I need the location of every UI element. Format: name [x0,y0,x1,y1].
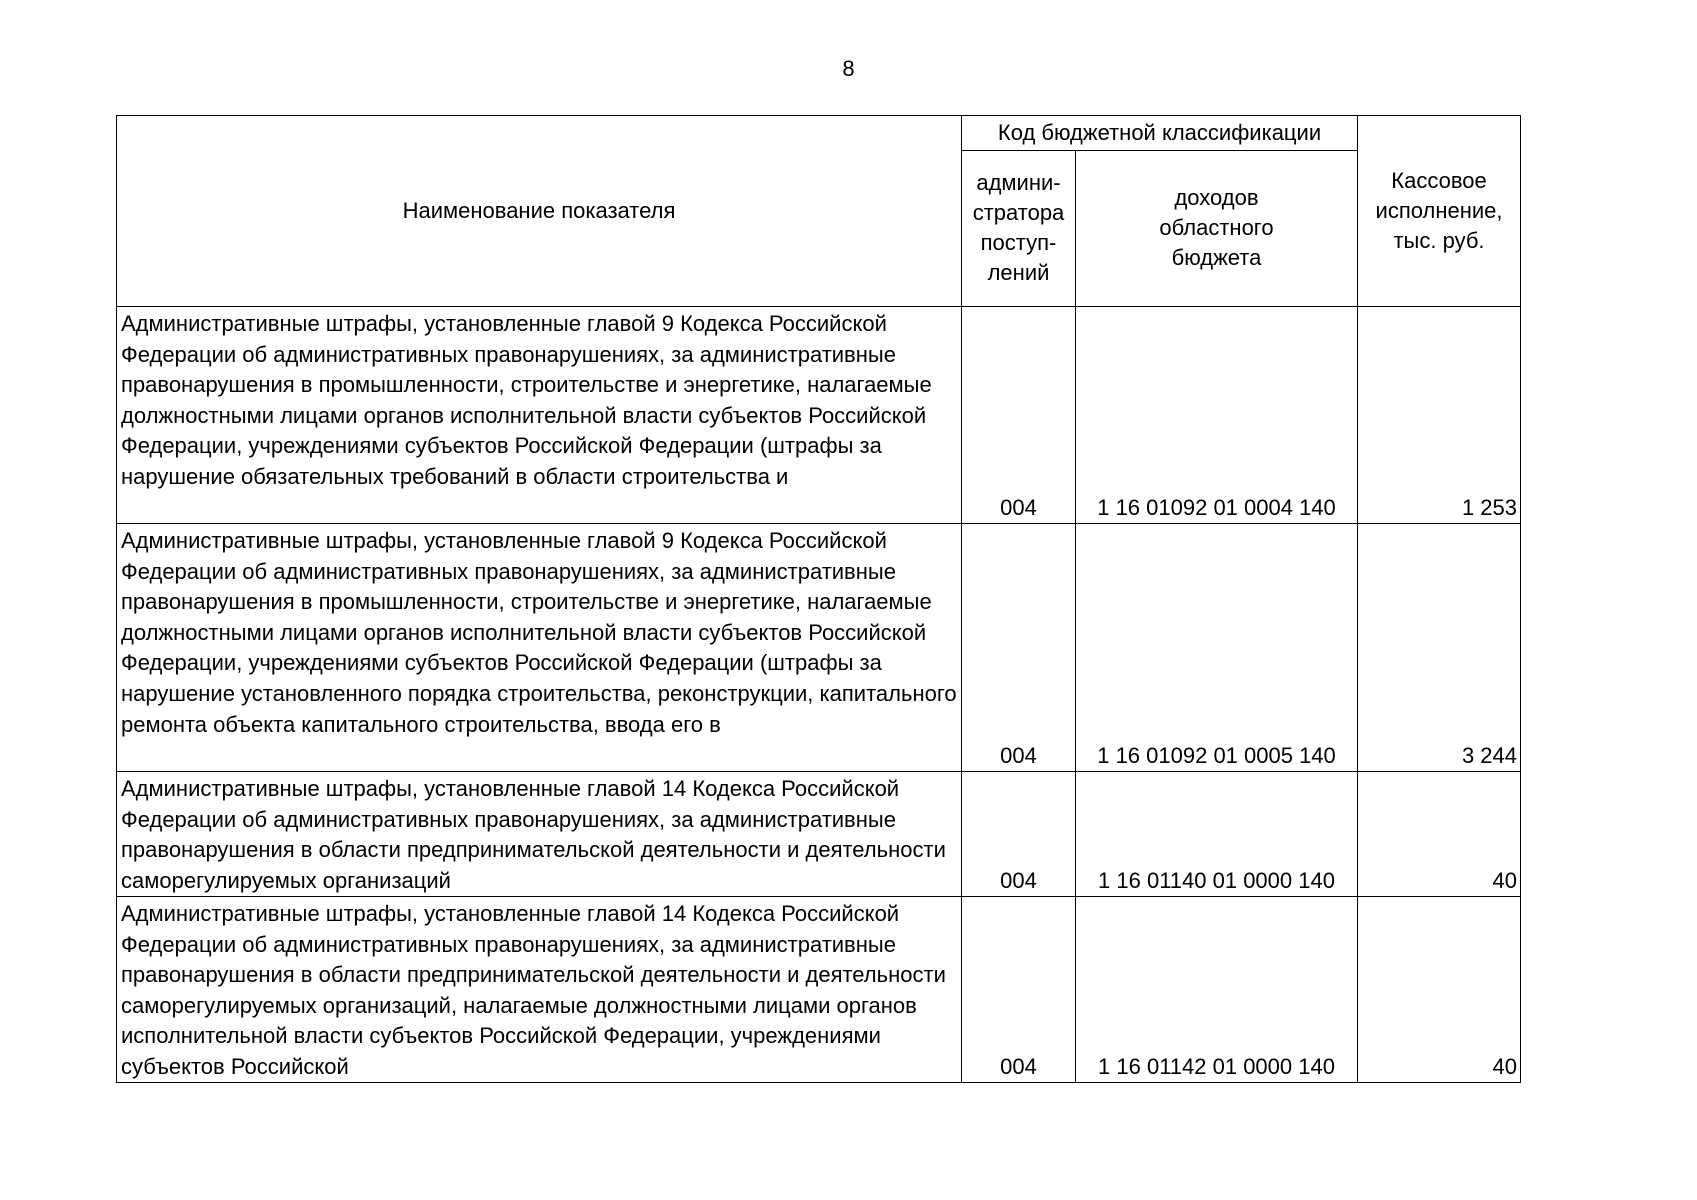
header-amount-label: Кассовое исполнение, тыс. руб. [1375,168,1503,253]
row-code: 1 16 01092 01 0005 140 [1076,524,1358,772]
row-amount: 40 [1358,897,1521,1083]
page-number: 8 [842,56,855,81]
header-name-label: Наименование показателя [402,198,676,223]
header-amount [1358,116,1521,307]
row-admin: 004 [962,897,1076,1083]
table-row [117,772,1521,897]
row-code: 1 16 01092 01 0004 140 [1076,307,1358,524]
header-admin-label: админи- стратора поступ- лений [972,170,1065,286]
row-name: Административные штрафы, установленные главой 14 Кодекса Российской Федерации об административных правонарушениях, за административные правонарушения в области предпринимательской деятельности и деятельности саморегулируемых организаций [121,776,946,893]
header-income [1076,150,1358,306]
row-admin: 004 [962,307,1076,524]
header-row [117,116,1521,151]
row-name-cell [117,897,962,1083]
header-admin [962,150,1076,306]
row-name: Административные штрафы, установленные главой 14 Кодекса Российской Федерации об административных правонарушениях, за административные правонарушения в области предпринимательской деятельности и деятельности саморегулируемых организаций, налагаемые должностными лицами органов исполнительной власти субъектов Российской Федерации, учреждениями субъектов Российской [121,901,946,1079]
row-name-cell [117,307,962,524]
header-code-group [962,116,1358,151]
table-row [117,524,1521,772]
row-code: 1 16 01142 01 0000 140 [1076,897,1358,1083]
header-code-group-label: Код бюджетной классификации [997,119,1322,145]
row-admin: 004 [962,524,1076,772]
row-name-cell [117,772,962,897]
row-name: Административные штрафы, установленные главой 9 Кодекса Российской Федерации об административных правонарушениях, за административные правонарушения в промышленности, строительстве и энергетике, налагаемые должностными лицами органов исполнительной власти субъектов Российской Федерации, учреждениями субъектов Российской Федерации (штрафы за нарушение установленного порядка строительства, реконструкции, капитального ремонта объекта капитального строительства, ввода его в [121,528,957,737]
row-name-cell [117,524,962,772]
row-amount: 40 [1358,772,1521,897]
header-name [117,116,962,307]
row-admin: 004 [962,772,1076,897]
header-income-label: доходов областного бюджета [1159,185,1274,271]
row-code: 1 16 01140 01 0000 140 [1076,772,1358,897]
row-amount: 3 244 [1358,524,1521,772]
row-amount: 1 253 [1358,307,1521,524]
table-row [117,307,1521,524]
budget-table [116,115,1521,1083]
table-row [117,897,1521,1083]
row-name: Административные штрафы, установленные главой 9 Кодекса Российской Федерации об административных правонарушениях, за административные правонарушения в промышленности, строительстве и энергетике, налагаемые должностными лицами органов исполнительной власти субъектов Российской Федерации, учреждениями субъектов Российской Федерации (штрафы за нарушение обязательных требований в области строительства и [121,311,932,489]
